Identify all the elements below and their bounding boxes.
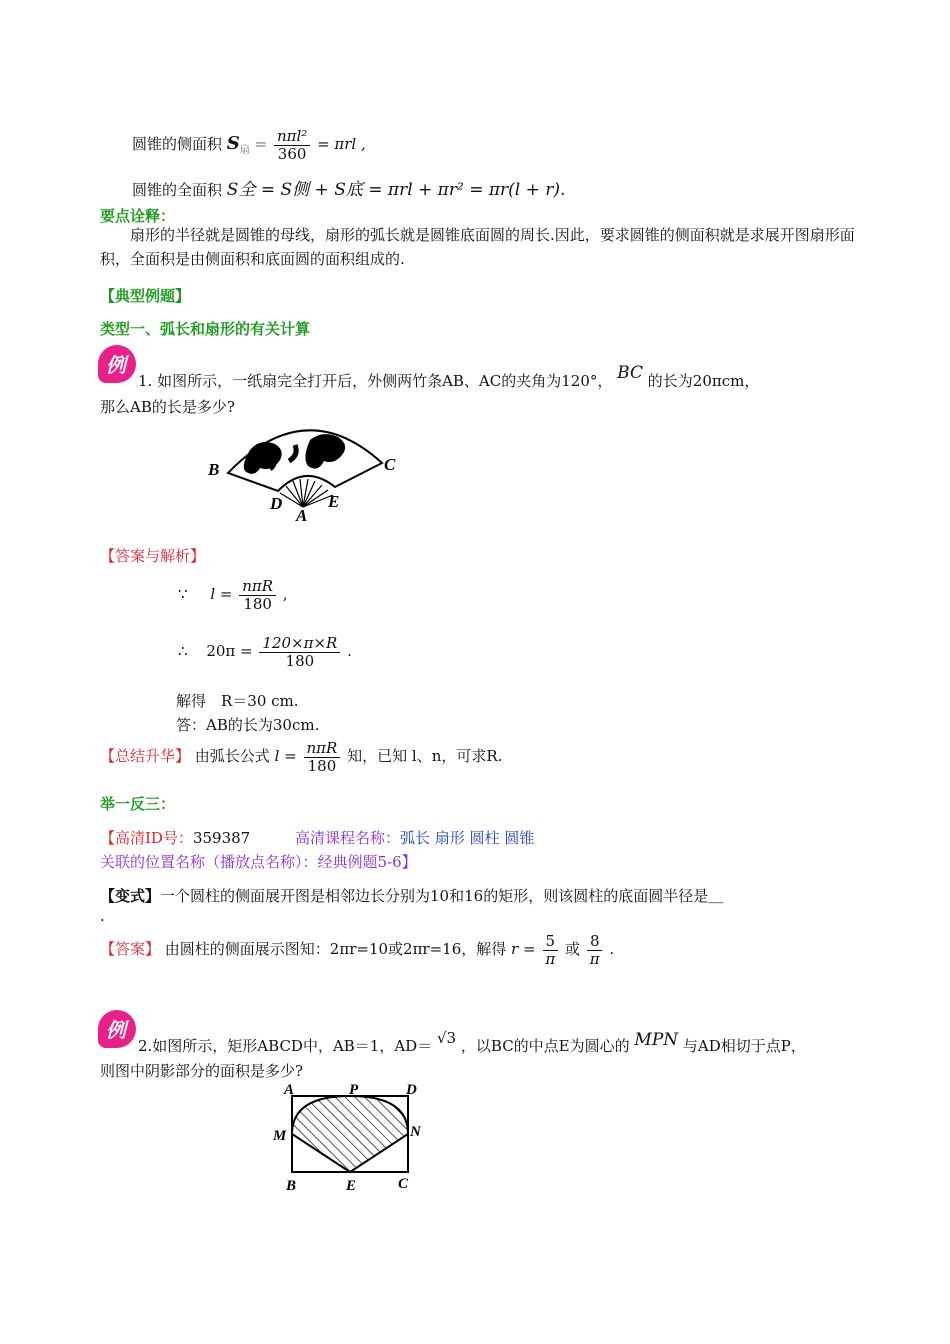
label-D: D: [270, 494, 283, 513]
f2-den: π: [589, 949, 600, 968]
example-badge-2: [98, 1010, 136, 1048]
lateral-label: 圆锥的侧面积: [132, 135, 223, 153]
ans1-eq1: [178, 578, 288, 612]
badge-char: 例: [106, 353, 126, 377]
sqrt3: √3: [437, 1029, 457, 1047]
hd-course-label: 高清课程名称：: [295, 829, 401, 847]
rectangle-figure: [270, 1082, 430, 1194]
variant-line: [100, 885, 723, 906]
total-label: 圆锥的全面积: [132, 181, 223, 199]
variant-answer: [100, 933, 614, 967]
label-N: N: [410, 1124, 421, 1140]
lateral-rhs: = πrl ,: [317, 135, 366, 153]
label-C: C: [384, 455, 396, 474]
variant-answer-tail: .: [609, 940, 615, 958]
f1-den: π: [545, 949, 556, 968]
note-text: 扇形的半径就是圆锥的母线，扇形的弧长就是圆锥底面圆的周长.因此，要求圆锥的侧面积就是求展开图扇形面积，全面积是由侧面积和底面圆的面积组成的.: [100, 226, 855, 268]
eq1-tail: ,: [282, 585, 288, 603]
lateral-fraction: [274, 128, 310, 162]
type1-title: 类型一、弧长和扇形的有关计算: [100, 320, 311, 338]
summary-text-a: 由弧长公式: [194, 747, 270, 765]
variant-answer-title: 【答案】: [100, 940, 161, 958]
answer-title: 【答案与解析】: [100, 547, 206, 565]
ans1-eq2: [178, 635, 352, 669]
lateral-area-formula: 圆锥的侧面积 $S_扇$ = $\frac{\text{nπl²}}{360}$ = πrl ,: [132, 127, 366, 163]
frac-8-pi: [587, 933, 603, 967]
eq2-den: 180: [285, 651, 315, 670]
summary-line: [100, 740, 502, 774]
summary-den: 180: [307, 756, 337, 775]
ans1-solve: 解得 R＝30 cm.: [176, 692, 299, 710]
lateral-sub: 扇: [239, 145, 250, 156]
ex1-line1: [138, 363, 760, 391]
because-symbol: ∵: [178, 585, 188, 603]
variant-text: 一个圆柱的侧面展开图是相邻边长分别为10和16的矩形，则该圆柱的底面圆半径是＿: [160, 887, 724, 905]
fan-figure: [200, 415, 410, 525]
ex2-line1: [138, 1029, 806, 1056]
ex2-text-c: 与AD相切于点P，: [682, 1037, 806, 1055]
hd-position: 关联的位置名称（播放点名称）：经典例题5-6】: [100, 853, 417, 871]
arc-bc-label: BC: [617, 363, 643, 383]
summary-num: nπR: [304, 740, 341, 758]
lateral-symbol: S: [226, 133, 240, 154]
note-title: 要点诠释：: [100, 207, 176, 225]
label-E2: E: [346, 1178, 357, 1194]
summary-lhs: l =: [274, 747, 297, 765]
eq2-fraction: [259, 635, 340, 669]
f1-num: 5: [543, 933, 559, 951]
eq2-lhs: 20π =: [206, 642, 253, 660]
label-A2: A: [284, 1082, 295, 1098]
label-A: A: [296, 506, 308, 525]
label-E: E: [328, 492, 340, 511]
lateral-den: 360: [277, 144, 307, 163]
hd-id-label: 【高清ID号：: [100, 829, 193, 847]
r-eq: r =: [511, 940, 536, 958]
eq1-num: nπR: [239, 578, 276, 596]
f2-num: 8: [587, 933, 603, 951]
eq2-tail: .: [347, 642, 352, 660]
hd-line1: [100, 827, 534, 848]
therefore-symbol: ∴: [178, 642, 188, 660]
eq1-den: 180: [243, 594, 272, 613]
ex2-line2: 则图中阴影部分的面积是多少?: [100, 1062, 304, 1080]
ex2-text-a: 2.如图所示，矩形ABCD中，AB＝1，AD＝: [138, 1037, 433, 1055]
summary-fraction: [304, 740, 341, 774]
or-text: 或: [564, 940, 580, 958]
lateral-num: nπl²: [274, 128, 310, 146]
arc-mpn-label: MPN: [634, 1030, 679, 1050]
eq1-lhs: l =: [210, 585, 233, 603]
ex2-text-b: ，以BC的中点E为圆心的: [460, 1037, 630, 1055]
eq2-num: 120×π×R: [259, 635, 340, 653]
label-P: P: [349, 1082, 359, 1098]
frac-5-pi: [542, 933, 558, 967]
badge-char-2: 例: [106, 1018, 126, 1042]
summary-text-b: 知，已知 l、n，可求R.: [347, 747, 503, 765]
summary-title: 【总结升华】: [100, 747, 191, 765]
section-title: 【典型例题】: [100, 287, 191, 305]
label-C2: C: [398, 1176, 409, 1192]
total-area-formula: [132, 175, 565, 200]
example-badge-1: [98, 345, 136, 383]
extend-title: 举一反三：: [100, 795, 176, 813]
variant-title: 【变式】: [100, 887, 161, 905]
ex1-text-b: 的长为20πcm，: [647, 372, 760, 390]
ex1-text-a: 1. 如图所示，一纸扇完全打开后，外侧两竹条AB、AC的夹角为120°，: [138, 372, 613, 390]
label-M: M: [273, 1128, 287, 1144]
variant-dot: .: [100, 907, 105, 925]
ex1-line2: 那么AB的长是多少?: [100, 398, 235, 416]
eq1-fraction: [239, 578, 276, 612]
total-expr: S全 = S侧 + S底 = πrl + πr² = πr(l + r).: [226, 180, 566, 200]
label-D2: D: [406, 1082, 417, 1098]
label-B2: B: [286, 1178, 297, 1194]
label-B: B: [208, 460, 220, 479]
variant-answer-text: 由圆柱的侧面展示图知：2πr=10或2πr=16，解得: [164, 940, 507, 958]
hd-id-value: 359387: [192, 829, 251, 847]
ans1-answer: 答：AB的长为30cm.: [176, 716, 320, 734]
hd-course-value: 弧长 扇形 圆柱 圆锥: [400, 829, 535, 847]
